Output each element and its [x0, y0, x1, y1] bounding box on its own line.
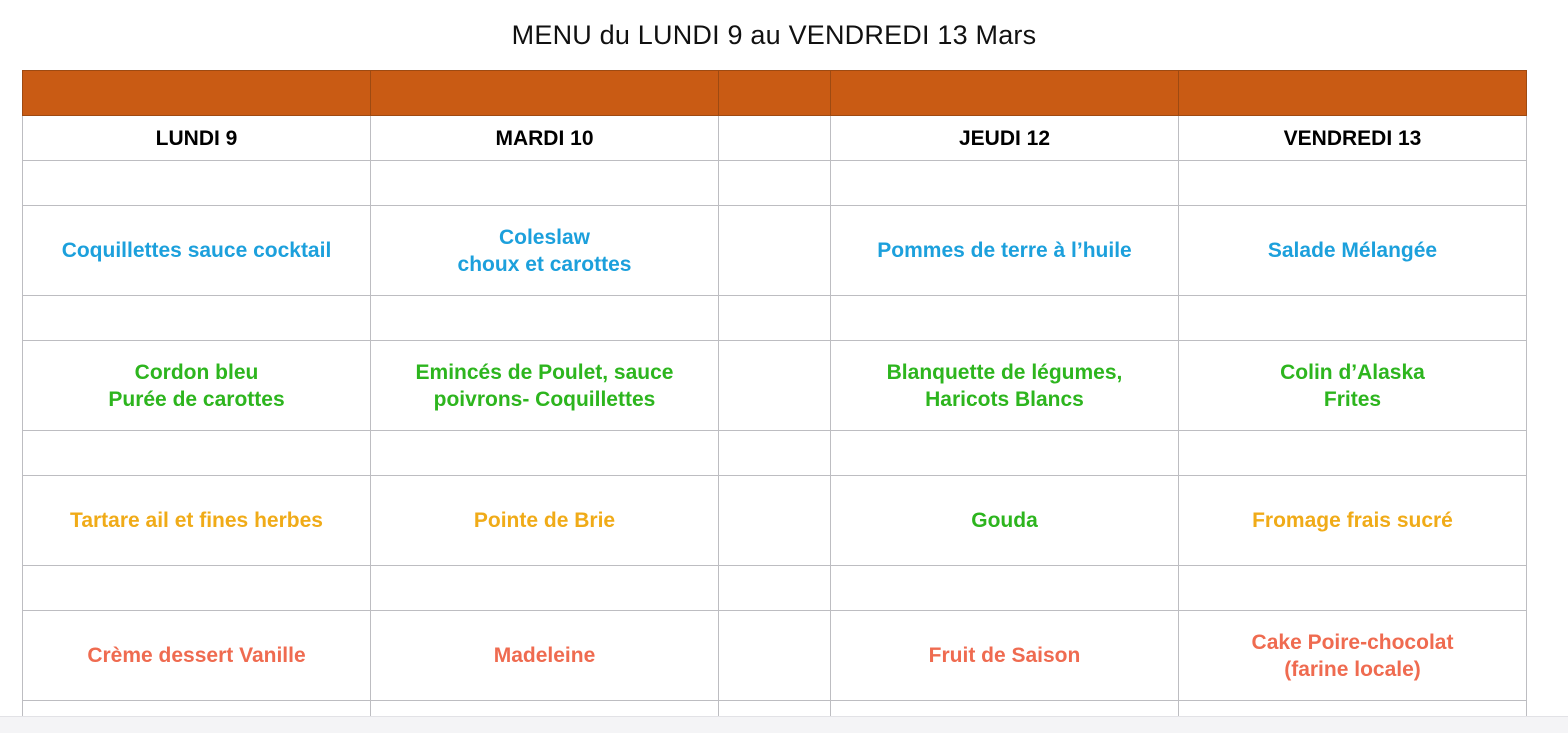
- spacer-cell: [371, 296, 719, 341]
- dessert-row: [23, 611, 1527, 701]
- fromage-wednesday: [719, 476, 831, 566]
- entree-wednesday: [719, 206, 831, 296]
- page-title: MENU du LUNDI 9 au VENDREDI 13 Mars: [511, 20, 1037, 50]
- entree-friday: Salade Mélangée: [1179, 206, 1527, 296]
- header-band-row: [23, 71, 1527, 116]
- day-header-friday: VENDREDI 13: [1179, 116, 1527, 161]
- header-band-cell: [1179, 71, 1527, 116]
- spacer-row: [23, 161, 1527, 206]
- spacer-row: [23, 701, 1527, 718]
- spacer-cell: [719, 566, 831, 611]
- day-header-row: [23, 116, 1527, 161]
- bottom-scroll-area: [0, 716, 1568, 733]
- spacer-cell: [371, 566, 719, 611]
- spacer-cell: [23, 566, 371, 611]
- day-header-tuesday: MARDI 10: [371, 116, 719, 161]
- fromage-friday: Fromage frais sucré: [1179, 476, 1527, 566]
- spacer-cell: [371, 161, 719, 206]
- spacer-cell: [1179, 701, 1527, 718]
- fromage-monday: Tartare ail et fines herbes: [23, 476, 371, 566]
- spacer-cell: [23, 701, 371, 718]
- spacer-cell: [831, 431, 1179, 476]
- spacer-cell: [719, 431, 831, 476]
- entree-row: [23, 206, 1527, 296]
- spacer-cell: [719, 296, 831, 341]
- spacer-cell: [831, 296, 1179, 341]
- dessert-tuesday: Madeleine: [371, 611, 719, 701]
- plat-tuesday: Emincés de Poulet, sauce poivrons- Coquillettes: [371, 341, 719, 431]
- entree-thursday: Pommes de terre à l’huile: [831, 206, 1179, 296]
- dessert-wednesday: [719, 611, 831, 701]
- plat-thursday: Blanquette de légumes, Haricots Blancs: [831, 341, 1179, 431]
- day-header-monday: LUNDI 9: [23, 116, 371, 161]
- spacer-cell: [371, 431, 719, 476]
- spacer-cell: [719, 701, 831, 718]
- plat-wednesday: [719, 341, 831, 431]
- entree-monday: Coquillettes sauce cocktail: [23, 206, 371, 296]
- dessert-friday: Cake Poire-chocolat (farine locale): [1179, 611, 1527, 701]
- menu-table: [22, 70, 1527, 717]
- dessert-thursday: Fruit de Saison: [831, 611, 1179, 701]
- spacer-cell: [1179, 431, 1527, 476]
- day-header-wednesday: [719, 116, 831, 161]
- spacer-row: [23, 431, 1527, 476]
- fromage-tuesday: Pointe de Brie: [371, 476, 719, 566]
- header-band-cell: [719, 71, 831, 116]
- day-header-thursday: JEUDI 12: [831, 116, 1179, 161]
- spacer-cell: [371, 701, 719, 718]
- plat-row: [23, 341, 1527, 431]
- spacer-cell: [23, 431, 371, 476]
- spacer-cell: [831, 566, 1179, 611]
- spacer-row: [23, 566, 1527, 611]
- plat-friday: Colin d’Alaska Frites: [1179, 341, 1527, 431]
- spacer-cell: [1179, 161, 1527, 206]
- spacer-cell: [1179, 566, 1527, 611]
- header-band-cell: [371, 71, 719, 116]
- plat-monday: Cordon bleu Purée de carottes: [23, 341, 371, 431]
- spacer-cell: [23, 161, 371, 206]
- spacer-row: [23, 296, 1527, 341]
- spacer-cell: [831, 161, 1179, 206]
- dessert-monday: Crème dessert Vanille: [23, 611, 371, 701]
- spacer-cell: [719, 161, 831, 206]
- fromage-thursday: Gouda: [831, 476, 1179, 566]
- spacer-cell: [23, 296, 371, 341]
- header-band-cell: [23, 71, 371, 116]
- spacer-cell: [1179, 296, 1527, 341]
- spacer-cell: [831, 701, 1179, 718]
- header-band-cell: [831, 71, 1179, 116]
- entree-tuesday: Coleslaw choux et carottes: [371, 206, 719, 296]
- fromage-row: [23, 476, 1527, 566]
